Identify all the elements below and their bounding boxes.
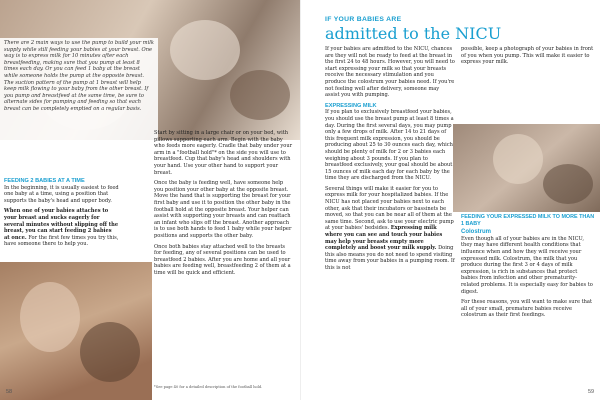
feeding-two-rest: For the first few times you try this, have someone there to help you.	[4, 234, 119, 248]
left-column-2	[154, 130, 294, 280]
section-title: admitted to the NICU	[325, 24, 502, 43]
feeding-two-heading: FEEDING 2 BABIES AT A TIME	[4, 178, 85, 184]
left-column-1	[4, 178, 119, 252]
nicu-p3-bold: Expressing milk where you can see and touch your babies may help your breasts empty more completely and boost your milk supply.	[325, 225, 443, 252]
right-page	[300, 0, 600, 400]
photo-tip: possible, keep a photograph of your babies in front of you when you pump. This will make it easier to express your milk.	[461, 46, 594, 66]
photo-mother-with-baby	[0, 262, 152, 400]
feeding-two-bold: When one of your babies attaches to your breast and sucks eagerly for several minutes without slipping off the breast, you can start feeding 2 babies at once.	[4, 208, 119, 241]
photo-mother-pumping	[453, 124, 600, 212]
page-number-left: 58	[6, 389, 13, 395]
footnote: *See page 40 for a detailed description of the football hold.	[154, 385, 263, 389]
section-kicker: IF YOUR BABIES ARE	[325, 16, 402, 23]
colostrum-p2: For these reasons, you will want to make sure that all of your small, premature babies receive colostrum as their first feedings.	[461, 299, 593, 319]
right-column-2	[461, 214, 595, 323]
right-column-1	[325, 46, 455, 276]
nicu-p2: If you plan to exclusively breastfeed your babies, you should use the breast pump at least 8 times a day. During the first several days, you may pump only a few drops of milk. After 14 to 21 days of this frequent milk expression, you should be producing about 25 to 30 ounces each day, which should be plenty of milk for 2 or 3 babies each weighing about 3 pounds. If you plan to breastfeed exclusively, your goal should be about 15 ounces of milk each day for each baby by the time they are discharged from the NICU.	[325, 109, 454, 182]
right-column-2-top	[461, 46, 595, 70]
col2-p2: Once the baby is feeding well, have someone help you position your other baby at the opposite breast. Move the hand that is supporting the breast for your first baby and use it to position the other baby in the football hold at the opposite breast. Your helper can assist with supporting your breasts and can reattach an infant who slips off the breast. Another approach is to use both hands to feed 1 baby while your helper positions and supports the other baby.	[154, 180, 292, 239]
colostrum-p1: Even though all of your babies are in the NICU, they may have different health conditions that influence when and how they will receive your expressed milk. Colostrum, the milk that you produce during the first 3 or 4 days of milk expression, is rich in substances that protect babies from infection and other prematurity-related problems. It is especially easy for babies to digest.	[461, 235, 593, 295]
feeding-expressed-heading: FEEDING YOUR EXPRESSED MILK TO MORE THAN 1 BABY	[461, 214, 595, 227]
colostrum-subheading: Colostrum	[461, 229, 491, 236]
nicu-p3-start: Several things will make it easier for you to express milk for your hospitalized babies. If the NICU has not placed your babies next to each other, ask that their incubators or bassinets be moved, so that you can be near all of them at the same time. Second, ask to use your electric pump at your babies' bedsides.	[325, 185, 454, 232]
feeding-two-p1: In the beginning, it is usually easiest to feed one baby at a time, using a position that supports the baby's head and upper body.	[4, 184, 119, 204]
col2-p1: Start by sitting in a large chair or on your bed, with pillows supporting each arm. Begin with the baby who feeds more eagerly. Cradle that baby under your arm in a "football hold"* on the side you will use to breastfeed. Cup that baby's head and shoulders with your hand. Use your other hand to support your breast.	[154, 130, 293, 176]
expressing-milk-heading: EXPRESSING MILK	[325, 102, 377, 109]
intro-text: There are 2 main ways to use the pump to build your milk supply while still feeding your babies at your breast. One way is to express milk for 10 minutes after each breastfeeding, making sure that you pump at least 8 times each day. Or you can feed 1 baby at the breast while someone holds the pump at the opposite breast. The suction pattern of the pump at 1 breast will help keep milk flowing to your baby from the other breast. If you pump and breastfeed at the same time, be sure to alternate sides for pumping and feeding so that each breast can be completely emptied on a regular basis.	[4, 40, 154, 112]
nicu-p1: If your babies are admitted to the NICU, chances are they will not be ready to feed at the breast in the first 24 to 48 hours. However, you will need to start expressing your milk so that your breasts receive the necessary stimulation and you produce the colostrum your babies need. If you're not feeling well after delivery, someone may assist you with pumping.	[325, 46, 455, 99]
feeding-two-p2	[4, 208, 119, 248]
col2-p3: Once both babies stay attached well to the breasts for feeding, any of several positions can be used to breastfeed 2 babies. After you are home and all your babies are feeding well, breastfeeding 2 of them at a time will be quick and efficient.	[154, 243, 291, 276]
nicu-p3	[325, 186, 455, 272]
nicu-p3-rest: Doing this also means you do not need to spend visiting time away from your babies in a pumping room. If this is not	[325, 245, 455, 271]
page-number-right: 59	[588, 389, 595, 395]
